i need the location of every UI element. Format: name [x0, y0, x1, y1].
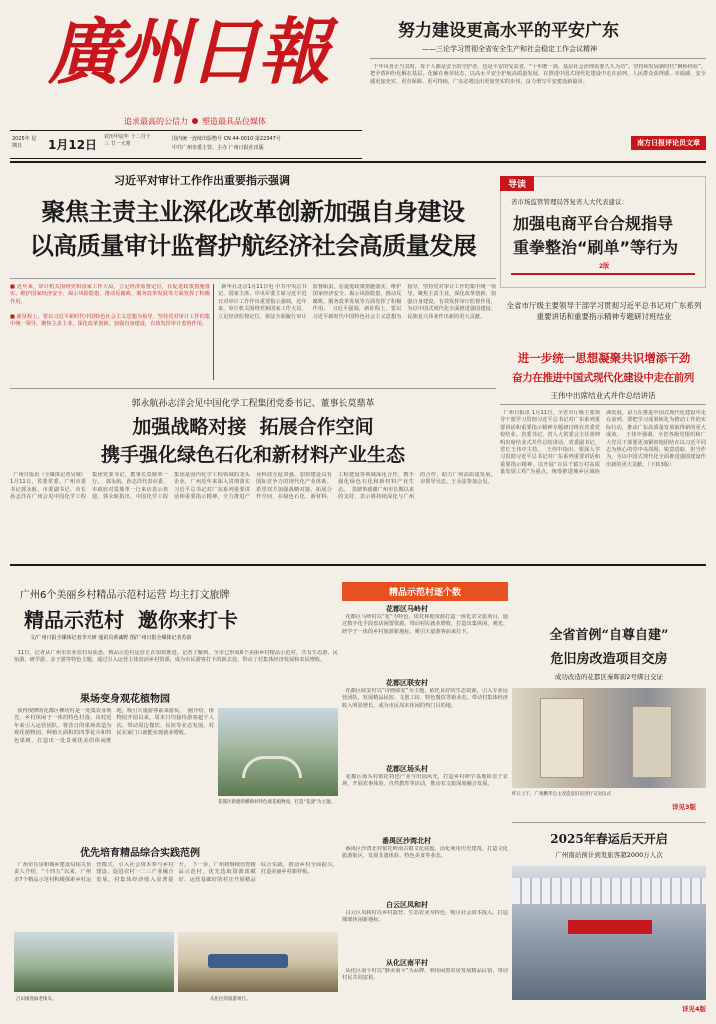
slogan-divider-icon — [192, 118, 198, 124]
editorial-byline: 南方日报评论员文章 — [631, 136, 706, 150]
list-item-1: 花都区马岭村 — [386, 605, 428, 613]
village-feature — [10, 570, 340, 1018]
housing-headline-1: 全省首例“自尊自建” — [549, 628, 669, 643]
list-item-1-text: 花都区马岭村以“花”为特色，依托林地资源打造一体化农文旅项目，通过数字化手段盘活闲置资源，带动村民就业增收，打造出集休闲、观光、研学于一体的乡村旅游新地标，吸引大量游客前来打卡。 — [342, 614, 508, 635]
guide-label: 导读 — [500, 176, 534, 191]
building-shape-2 — [632, 706, 672, 778]
village-photo-3 — [178, 932, 338, 992]
housing-page[interactable]: 详见3版 — [672, 803, 697, 811]
slogan-right: 塑造最具品位媒体 — [202, 117, 266, 126]
spring-story — [512, 822, 706, 1018]
training-story — [500, 296, 706, 596]
village-caption-2: 从化区的旅游项目。 — [210, 997, 251, 1002]
housing-story — [512, 602, 706, 820]
village-byline: 文/广州日报全媒体记者李天研 通讯员黄诚野 图/广州日报全媒体记者苏韵 — [30, 635, 192, 641]
editorial-title: 努力建设更高水平的平安广东 — [398, 21, 619, 41]
date-box — [12, 134, 364, 156]
list-item-2-text: 花都区联安村以“诗画联安”为主题，依托良好的生态资源，引入专业运营团队，发展精品民宿、文创工坊、特色餐饮等新业态，带动村集体经济收入明显增长，成为市民周末休闲的热门目的地。 — [342, 688, 508, 709]
list-item-2: 花都区联安村 — [386, 679, 428, 687]
training-byline: 王伟中出席结业式并作总结讲话 — [550, 391, 656, 400]
lead-headline-2: 以高质量审计监督护航经济社会高质量发展 — [29, 231, 477, 260]
building-shape — [540, 698, 584, 778]
lead-story — [10, 166, 496, 386]
newspaper-logo: 廣州日報 — [48, 9, 329, 94]
village-photo-2 — [14, 932, 174, 992]
village-kicker: 广州6个美丽乡村精品示范村运营 均主打文旅牌 — [20, 590, 230, 601]
spring-page[interactable]: 详见4版 — [681, 1005, 706, 1013]
village-caption-3: 吕田镇莲麻老街头。 — [16, 997, 57, 1002]
housing-byline: 成功改造的花都区秦晖街2号绑日交证 — [554, 673, 664, 681]
spring-photo — [512, 866, 706, 1000]
list-item-3-text: 花都区场头村依托特色产业与田园风光，打造乡村研学基地和亲子农场，开展农事体验、自然教育等活动，推动农文旅深度融合发展。 — [342, 774, 508, 788]
lead-kicker: 习近平对审计工作作出重要指示强调 — [114, 174, 290, 187]
village-intro: 11日，记者从广州市农业农村局获悉，精品示范村运营正在加快推进。记者了解到，全市已形成6个美丽乡村精品示范村，共有生态游、民宿游、研学游、亲子游等特色主题，通过引入运营主体盘活乡村资源，成为市民游客打卡的新去处，带动了村集体经济发展和农民增收。 — [14, 650, 338, 664]
guide-rule — [511, 273, 695, 275]
guide-page[interactable]: 2版 — [599, 263, 610, 270]
editorial-subtitle: ——三论学习贯彻全省安全生产和社会稳定工作会议精神 — [422, 45, 597, 53]
bridge-shape — [242, 756, 302, 778]
lead-summary: ■ 近年来，审计机关围绕党和国家工作大局，立足经济监督定位，在促进政策措施落实、维护国家经济安全、揭示风险隐患、推动反腐败、服务改革发展等方面发挥了积极作用。 ■ 新征程上，要以习近平新时代中国特色社会主义思想为指导，坚持党对审计工作的集中统一领导，聚焦主责主业，深化改革创新，加强自身建设，有效发挥审计监督作用。 — [10, 284, 210, 328]
village-subhead-1: 果场变身观花植物园 — [80, 694, 170, 705]
list-item-5-text: 白云区凤和村以乡村露营、生态农业为特色，吸引社会资本投入，打造城郊休闲新地标。 — [342, 910, 508, 924]
slogan-left: 追求最高的公信力 — [124, 117, 188, 126]
housing-caption: 昨日上午，广州鹏华自主改造危旧房进行交房仪式 — [512, 792, 611, 797]
village-photo-1 — [218, 708, 338, 796]
guide-headline-1: 加强电商平台合规指导 — [513, 214, 674, 233]
village-body-1: 获得授牌的花都区柳坊村是一处集农业观光、乡村休闲于一体的特色村落。该村近年来引入运营团队，将昔日的果场改造为观花植物园，种植大面积的四季花卉和特色果树，打造出一处景观优美的休闲胜地，吸引大量游客前来游玩。 据介绍，植物园开园以来，周末日均接待游客超千人次，带动周边餐饮、民宿等业态发展，村民在家门口就能实现就业增收。 — [14, 708, 214, 744]
editorial-body: 千年风骨正当其时，每个人都是安全的守护者，也是平安的受益者，“十年磨一剑，基层社会治理需要久久为功”。坚持和发展新时代“枫桥经验”，把矛盾纠纷化解在基层、化解在萌芽状态，以高水平安全护航高质量发展，在推进中国式现代化建设中走在前列，人民群众获得感、幸福感、安全感更加充实、更有保障、更可持续，广东必将迈出更加坚实的步伐，奋力谱写平安建设新篇章。 — [370, 64, 706, 85]
housing-photo — [512, 688, 706, 788]
cn-info: 国内统一连续出版物号 CN 44-0010 第22347号 — [172, 136, 281, 142]
village-list-title: 精品示范村逐个数 — [342, 582, 508, 601]
village-subhead-2: 优先培育精品综合实践范例 — [80, 848, 200, 859]
sinochem-headline-2: 携手强化绿色石化和新材料产业生态 — [100, 444, 405, 466]
training-kicker: 全省市厅级主要领导干部学习贯彻习近平总书记对广东系列重要讲话和重要指示精神专题研讨班结业 — [506, 301, 702, 321]
lead-body: 新华社北京1月11日电 中共中央总书记、国家主席、中央军委主席习近平近日对审计工作作出重要指示强调，近年来，审计机关围绕党和国家工作大局，立足经济监督定位，依法全面履行审计监督职责，在促进政策措施落实、维护国家经济安全、揭示风险隐患、推动反腐败、服务改革发展等方面发挥了积极作用。 习近平强调，新征程上，要以习近平新时代中国特色社会主义思想为指导，坚持党对审计工作的集中统一领导，聚焦主责主业，深化改革创新，加强自身建设，有效发挥审计监督作用，为以中国式现代化全面推进强国建设、民族复兴伟业作出新的更大贡献。 — [218, 284, 496, 320]
date-label: 2025年 星期日 — [12, 136, 37, 149]
list-item-6: 从化区南平村 — [386, 959, 428, 967]
banner-shape — [568, 920, 652, 934]
list-item-6-text: 从化区南平村以“静美南平”为品牌，利用闲置农房发展精品民宿，带动村民共同富裕。 — [342, 968, 508, 982]
guide-headline-2: 重拳整治“刷单”等行为 — [513, 238, 679, 257]
lunar-date: 农历甲辰年 十二月十三 廿一大寒 — [104, 134, 151, 147]
editorial-block — [370, 10, 706, 160]
training-headline-2: 奋力在推进中国式现代化建设中走在前列 — [512, 372, 694, 384]
village-caption-1: 花都区新建的横路村特色观花植物园，打造“花漾”为主题。 — [218, 800, 336, 805]
training-headline-1: 进一步统一思想凝聚共识增添干劲 — [517, 351, 691, 365]
spring-byline: 广州南站预计到发旅客超2000万人次 — [555, 851, 663, 859]
list-item-4: 番禺区沙湾北村 — [382, 837, 431, 845]
sinochem-headline-1: 加强战略对接 拓展合作空间 — [132, 416, 374, 438]
list-item-4-text: 番禺区沙湾北村依托岭南古镇文化底蕴，活化利用历史建筑，打造文化旅游街区，发展非遗体验、特色美食等业态。 — [342, 846, 508, 860]
list-item-3: 花都区场头村 — [386, 765, 428, 773]
sinochem-story — [10, 388, 496, 564]
village-headline: 精品示范村 邀你来打卡 — [24, 608, 238, 632]
village-list-box — [342, 582, 508, 1018]
sinochem-kicker: 郭永航孙志洋会见中国化学工程集团党委书记、董事长莫鼎革 — [131, 399, 375, 409]
guide-box — [500, 176, 706, 288]
training-body: 广州日报讯 1月11日，全省市厅级主要领导干部学习贯彻习近平总书记对广东系列重要讲话和重要指示精神专题研讨班在省委党校结业。省委书记、省人大常委会主任黄坤明出席结业式并作总结讲话。省委副书记、省长王伟中主持。 王伟中指出，要深入学习贯彻习近平总书记对广东系列重要讲话和重要指示精神，以开展“百县千镇万村高质量发展工程”为重点，统筹推进城乡区域协调发展，奋力在推进中国式现代化建设中走在前列。要把学习成果转化为推动工作的实际行动，推动广东高质量发展取得新的更大成效。 王伟中强调，全省各级党组织和广大党员干部要更加紧密地团结在以习近平同志为核心的党中央周围，锐意进取、担当作为，为以中国式现代化全面推进强国建设作出新的更大贡献。（下转3版） — [500, 410, 706, 476]
lead-headline-1: 聚焦主责主业深化改革创新加强自身建设 — [41, 197, 465, 226]
village-body-2: 广州市住房和城乡建设局相关负责人介绍，“十四五”以来，广州市7个精品示范村积极探索乡村运营模式，引入社会资本参与乡村建设，促进农村一二三产业融合发展，村集体经济收入显著提升。 下一步，广州将继续培育精品示范村，优先选取资源禀赋好、运营基础好的村庄开展精品综合实践，推动乡村全面振兴，打造美丽乡村新样板。 — [14, 862, 338, 883]
train-shape — [208, 954, 288, 968]
spring-headline: 2025年春运后天开启 — [550, 832, 668, 846]
housing-headline-2: 危旧房改造项目交房 — [550, 652, 668, 667]
issue-date: 1月12日 — [48, 138, 98, 152]
masthead — [10, 8, 365, 126]
publisher-info: 中共广州市委主管、主办 广州日报社出版 — [172, 145, 264, 151]
sinochem-body: 广州日报讯（全媒体记者吴城） 1月11日，省委常委、广州市委书记郭永航，市委副书记、市长孙志洋在广州会见中国化学工程集团党委书记、董事长莫鼎革一行。 郭永航、孙志洋代表市委、市政府对莫鼎革一行来访表示欢迎。郭永航指出，中国化学工程集团是国内化学工程领域的龙头企业，广州近年来深入贯彻落实习近平总书记对广东系列重要讲话和重要指示精神，全力推进产业科技互促双强，加快建设具有国际竞争力的现代化产业体系。希望双方加强战略对接，拓展合作空间，在绿色石化、新材料、工程建设等领域深化合作，携手强化绿色石化和新材料产业生态。 莫鼎革感谢广州市长期以来的支持，表示将持续深化与广州的合作，助力广州高质量发展。市领导吴忠、王永雷参加会见。 — [10, 472, 496, 501]
guide-kicker: 省市场监管管理局答复省人大代表建议： — [511, 198, 628, 206]
list-item-5: 白云区凤和村 — [386, 901, 428, 909]
station-roof-shape — [512, 878, 706, 904]
